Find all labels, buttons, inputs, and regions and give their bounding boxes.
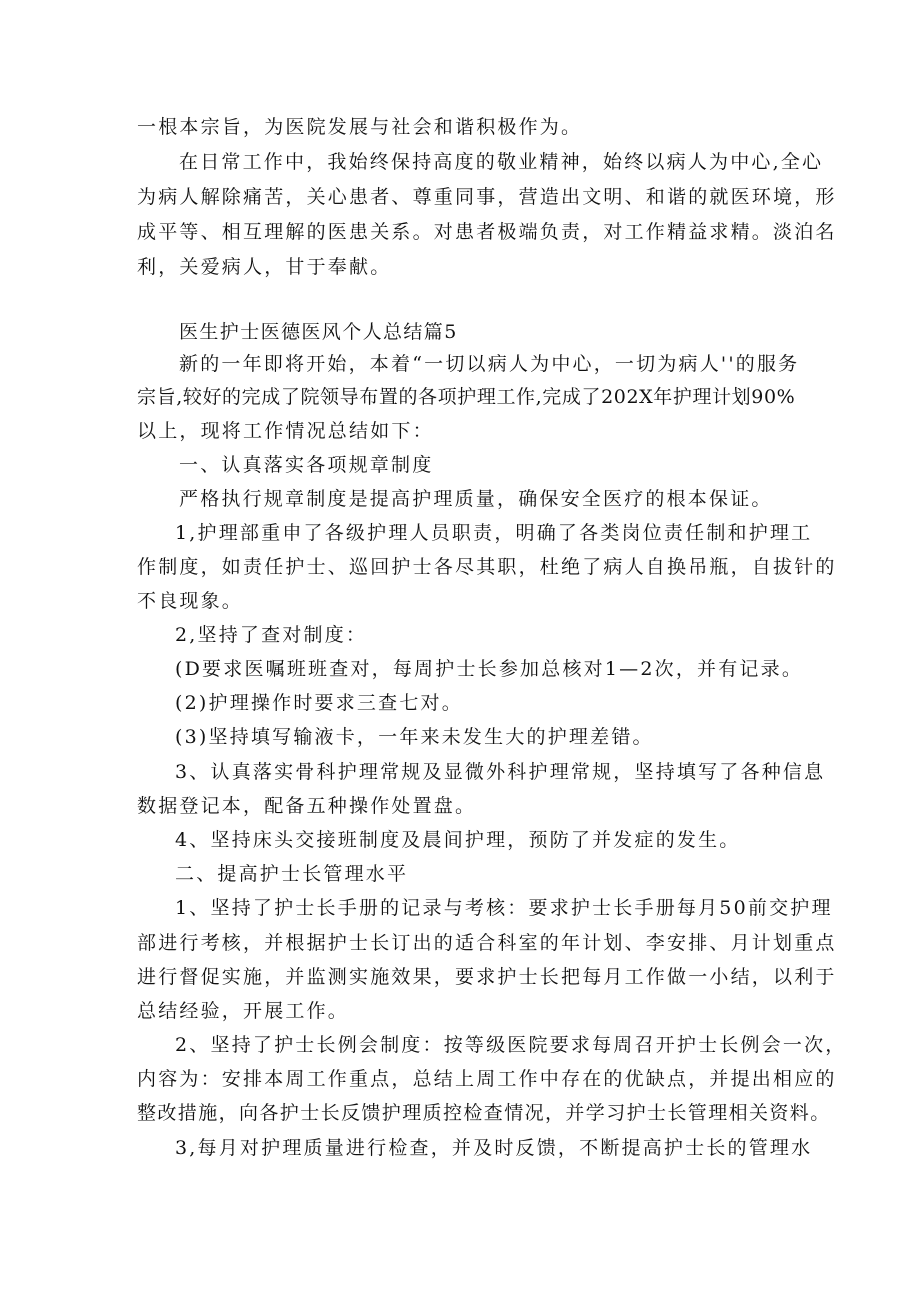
text-line: 新的一年即将开始，本着“一切以病人为中心，一切为病人''的服务 (179, 353, 800, 375)
text-line: 总结经验，开展工作。 (137, 1000, 350, 1022)
text-line: 进行督促实施，并监测实施效果，要求护士长把每月工作做一小结，以利于 (137, 966, 837, 988)
text-line: 利，关爱病人，甘于奉献。 (137, 256, 392, 278)
text-line: (3)坚持填写输液卡，一年来未发生大的护理差错。 (175, 726, 654, 748)
text-line: 宗旨,较好的完成了院领导布置的各项护理工作,完成了202X年护理计划90% (137, 386, 796, 408)
text-line: 作制度，如责任护士、巡回护士各尽其职，杜绝了病人自换吊瓶，自拔针的 (137, 556, 837, 578)
text-line: 以上，现将工作情况总结如下： (137, 420, 434, 442)
text-line: 在日常工作中，我始终保持高度的敬业精神，始终以病人为中心,全心 (179, 151, 824, 173)
text-line: 3、认真落实骨科护理常规及显微外科护理常规，坚持填写了各种信息 (175, 761, 826, 783)
text-line: 2、坚持了护士长例会制度：按等级医院要求每周召开护士长例会一次， (175, 1034, 847, 1056)
text-line: 为病人解除痛苦，关心患者、尊重同事，营造出文明、和谐的就医环境，形 (137, 186, 837, 208)
text-line: 内容为：安排本周工作重点，总结上周工作中存在的优缺点，并提出相应的 (137, 1068, 837, 1090)
subheading: 一、认真落实各项规章制度 (179, 454, 434, 476)
text-line: 不良现象。 (137, 590, 244, 612)
text-line: 部进行考核，并根据护士长订出的适合科室的年计划、李安排、月计划重点 (137, 932, 837, 954)
text-line: 2,坚持了查对制度： (175, 624, 368, 646)
text-line: 整改措施，向各护士长反馈护理质控检查情况，并学习护士长管理相关资料。 (137, 1102, 831, 1124)
text-line: (D要求医嘱班班查对，每周护士长参加总核对1—2次，并有记录。 (175, 658, 804, 680)
section-heading: 医生护士医德医风个人总结篇5 (179, 321, 458, 343)
text-line: 3,每月对护理质量进行检查，并及时反馈，不断提高护士长的管理水 (175, 1137, 813, 1159)
text-line: 严格执行规章制度是提高护理质量，确保安全医疗的根本保证。 (179, 488, 773, 510)
text-line: 数据登记本，配备五种操作处置盘。 (137, 795, 477, 817)
text-line: 一根本宗旨，为医院发展与社会和谐积极作为。 (137, 116, 583, 138)
text-line: 1,护理部重申了各级护理人员职责，明确了各类岗位责任制和护理工 (175, 522, 813, 544)
subheading: 二、提高护士长管理水平 (175, 863, 409, 885)
text-line: 4、坚持床头交接班制度及晨间护理，预防了并发症的发生。 (175, 829, 741, 851)
text-line: 成平等、相互理解的医患关系。对患者极端负责，对工作精益求精。淡泊名 (137, 221, 837, 243)
text-line: 1、坚持了护士长手册的记录与考核：要求护士长手册每月50前交护理 (175, 897, 833, 919)
text-line: (2)护理操作时要求三查七对。 (175, 692, 463, 714)
